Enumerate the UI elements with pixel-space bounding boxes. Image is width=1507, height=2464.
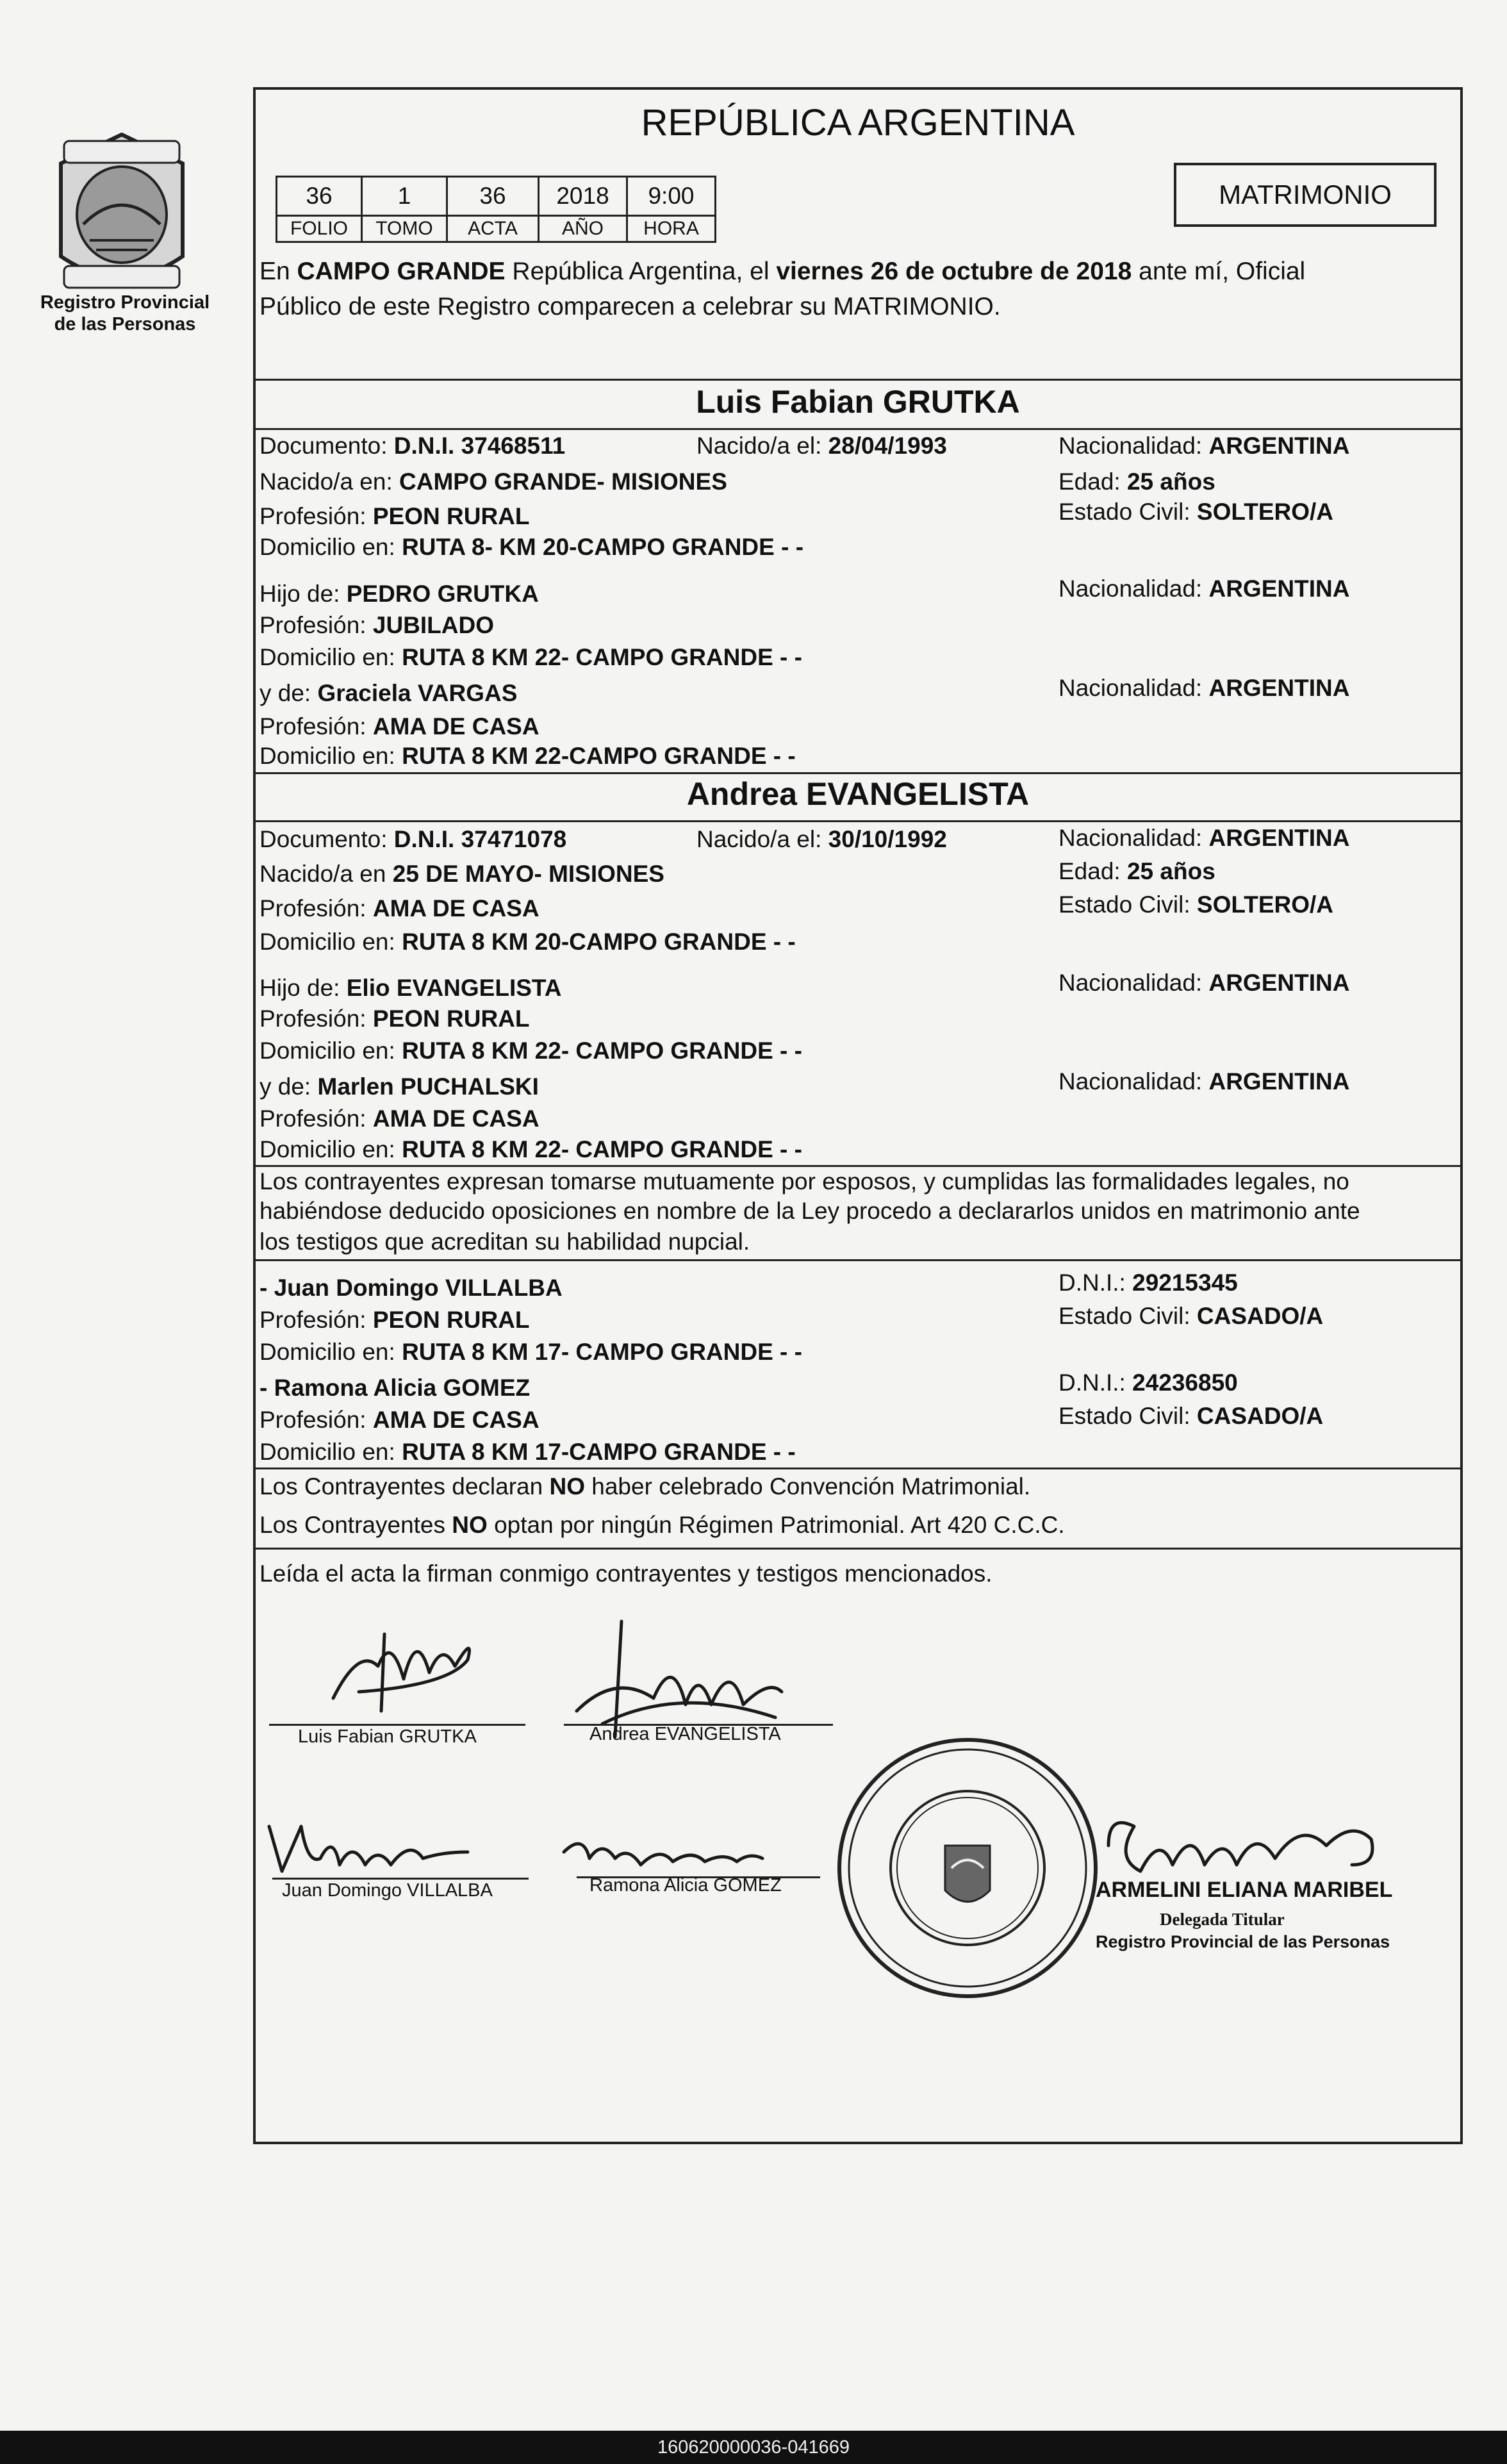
bride-mother: y de: Marlen PUCHALSKI — [259, 1073, 539, 1100]
declaration-line-1: Los contrayentes expresan tomarse mutuamente por esposos, y cumplidas las formalidades legales, no — [259, 1168, 1349, 1195]
groom-birthplace: Nacido/a en: CAMPO GRANDE- MISIONES — [259, 468, 727, 495]
groom-father-address: Domicilio en: RUTA 8 KM 22- CAMPO GRANDE - - — [259, 644, 802, 670]
groom-mother-address: Domicilio en: RUTA 8 KM 22-CAMPO GRANDE - - — [259, 743, 796, 769]
ano-value: 2018 — [539, 177, 627, 216]
bride-birthdate: Nacido/a el: 30/10/1992 — [696, 826, 947, 852]
acta-value: 36 — [447, 177, 539, 216]
witness-2-name: - Ramona Alicia GOMEZ — [259, 1375, 531, 1401]
convention-note: Los Contrayentes declaran NO haber celebrado Convención Matrimonial. — [259, 1473, 1031, 1500]
acta-label: ACTA — [447, 216, 539, 242]
bride-address: Domicilio en: RUTA 8 KM 20-CAMPO GRANDE - - — [259, 929, 796, 955]
bride-mother-profession: Profesión: AMA DE CASA — [259, 1105, 539, 1132]
witness-2-dni: D.N.I.: 24236850 — [1058, 1369, 1238, 1396]
folio-label: FOLIO — [277, 216, 362, 242]
intro-line-2: Público de este Registro comparecen a celebrar su MATRIMONIO. — [259, 293, 1001, 320]
groom-nationality: Nacionalidad: ARGENTINA — [1058, 433, 1350, 459]
bride-profession: Profesión: AMA DE CASA — [259, 895, 539, 922]
divider — [253, 1468, 1463, 1469]
witness-1-name: - Juan Domingo VILLALBA — [259, 1275, 563, 1301]
groom-mother: y de: Graciela VARGAS — [259, 680, 518, 706]
witness-1-signature-line — [272, 1878, 529, 1880]
closing-text: Leída el acta la firman conmigo contrayentes y testigos mencionados. — [259, 1560, 992, 1587]
country-title: REPÚBLICA ARGENTINA — [641, 102, 1075, 144]
document-code: 160620000036-041669 — [0, 2431, 1507, 2464]
witness-1-dni: D.N.I.: 29215345 — [1058, 1269, 1238, 1296]
bride-age: Edad: 25 años — [1058, 858, 1215, 884]
groom-signature — [320, 1621, 487, 1717]
bride-father: Hijo de: Elio EVANGELISTA — [259, 975, 562, 1001]
witness-2-signature-name: Ramona Alicia GOMEZ — [589, 1875, 782, 1896]
bride-nationality: Nacionalidad: ARGENTINA — [1058, 825, 1350, 851]
groom-signature-line — [269, 1724, 525, 1726]
declaration-line-2: habiéndose deducido oposiciones en nombre de la Ley procedo a declararlos unidos en matrimonio ante — [259, 1198, 1360, 1224]
official-seal — [833, 1730, 1102, 2006]
regime-note: Los Contrayentes NO optan por ningún Régimen Patrimonial. Art 420 C.C.C. — [259, 1512, 1065, 1538]
bride-document: Documento: D.N.I. 37471078 — [259, 826, 567, 852]
registry-table — [276, 176, 716, 243]
act-type-box: MATRIMONIO — [1174, 163, 1437, 227]
bride-mother-address: Domicilio en: RUTA 8 KM 22- CAMPO GRANDE - - — [259, 1136, 802, 1162]
bride-father-address: Domicilio en: RUTA 8 KM 22- CAMPO GRANDE - - — [259, 1038, 802, 1064]
bride-signature-name: Andrea EVANGELISTA — [589, 1724, 781, 1744]
groom-mother-nationality: Nacionalidad: ARGENTINA — [1058, 675, 1350, 701]
witness-1-profession: Profesión: PEON RURAL — [259, 1307, 530, 1333]
groom-profession: Profesión: PEON RURAL — [259, 503, 530, 529]
tomo-value: 1 — [362, 177, 447, 216]
officer-title: Delegada Titular — [1160, 1910, 1285, 1929]
groom-father-profession: Profesión: JUBILADO — [259, 612, 494, 638]
divider — [253, 820, 1463, 822]
groom-father: Hijo de: PEDRO GRUTKA — [259, 581, 539, 607]
witness-1-signature-name: Juan Domingo VILLALBA — [282, 1880, 493, 1901]
ano-label: AÑO — [539, 216, 627, 242]
hora-label: HORA — [627, 216, 716, 242]
groom-mother-profession: Profesión: AMA DE CASA — [259, 713, 539, 740]
divider — [253, 1259, 1463, 1261]
divider — [253, 1548, 1463, 1550]
bride-mother-nationality: Nacionalidad: ARGENTINA — [1058, 1068, 1350, 1095]
groom-father-nationality: Nacionalidad: ARGENTINA — [1058, 575, 1350, 602]
bride-civil-status: Estado Civil: SOLTERO/A — [1058, 891, 1334, 918]
bride-birthplace: Nacido/a en 25 DE MAYO- MISIONES — [259, 861, 664, 887]
intro-line-1: En CAMPO GRANDE República Argentina, el viernes 26 de octubre de 2018 ante mí, Oficial — [259, 258, 1306, 285]
declaration-line-3: los testigos que acreditan su habilidad nupcial. — [259, 1228, 750, 1255]
bride-father-profession: Profesión: PEON RURAL — [259, 1005, 530, 1032]
witness-2-civil-status: Estado Civil: CASADO/A — [1058, 1403, 1324, 1429]
registry-office-label: Registro Provincial de las Personas — [40, 292, 210, 335]
tomo-label: TOMO — [362, 216, 447, 242]
groom-civil-status: Estado Civil: SOLTERO/A — [1058, 499, 1334, 525]
province-logo — [45, 128, 199, 301]
witness-2-address: Domicilio en: RUTA 8 KM 17-CAMPO GRANDE - - — [259, 1439, 796, 1465]
groom-birthdate: Nacido/a el: 28/04/1993 — [696, 433, 947, 459]
bride-name: Andrea EVANGELISTA — [686, 776, 1030, 812]
divider — [253, 379, 1463, 381]
bride-father-nationality: Nacionalidad: ARGENTINA — [1058, 970, 1350, 996]
divider — [253, 428, 1463, 430]
groom-age: Edad: 25 años — [1058, 468, 1215, 495]
groom-document: Documento: D.N.I. 37468511 — [259, 433, 566, 459]
folio-value: 36 — [277, 177, 362, 216]
witness-1-civil-status: Estado Civil: CASADO/A — [1058, 1303, 1324, 1329]
divider — [253, 772, 1463, 774]
witness-2-profession: Profesión: AMA DE CASA — [259, 1407, 539, 1433]
witness-1-address: Domicilio en: RUTA 8 KM 17- CAMPO GRANDE - - — [259, 1339, 802, 1365]
officer-office: Registro Provincial de las Personas — [1096, 1932, 1390, 1951]
groom-name: Luis Fabian GRUTKA — [696, 384, 1020, 420]
hora-value: 9:00 — [627, 177, 716, 216]
groom-address: Domicilio en: RUTA 8- KM 20-CAMPO GRANDE - - — [259, 534, 804, 560]
officer-name: ARMELINI ELIANA MARIBEL — [1096, 1878, 1393, 1902]
groom-signature-name: Luis Fabian GRUTKA — [298, 1726, 477, 1747]
